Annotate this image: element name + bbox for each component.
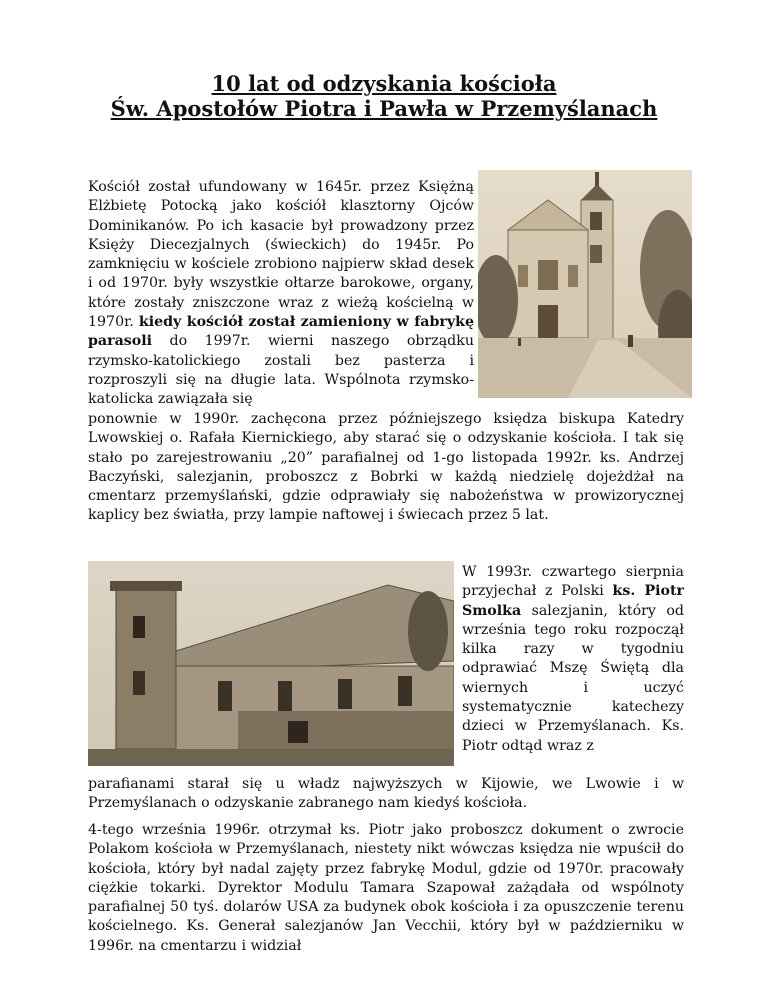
church-historic-photo [478, 170, 692, 398]
paragraph-3: 4-tego września 1996r. otrzymał ks. Piotr jako proboszcz dokument o zwrocie Polakom kościoła w Przemyślanach, niestety nikt wówczas księdza nie wpuścił do kościoła, który był nadal zajęty przez fabrykę Modul, gdzie od 1970r. pracowały ciężkie tokarki. Dyrektor Modulu Tamara Szapował zażądała od wspólnoty parafialnej 50 tyś. dolarów USA za budynek obok kościoła i za opuszczenie terenu kościelnego. Ks. Generał salezjanów Jan Vecchii, który był w październiku w 1996r. na cmentarzu i widział [88, 822, 684, 954]
church-side-photo [88, 561, 454, 766]
paragraph-2-beside-photo: W 1993r. czwartego sierpnia przyjechał z Polski ks. Piotr Smolka salezjanin, który od września tego roku rozpoczął kilka razy w tygodniu odprawiać Mszę Świętą dla wiernych i uczyć systematycznie katechezy dzieci w Przemyślanach. Ks. Piotr odtąd wraz z [462, 564, 685, 754]
paragraph-1-continued: ponownie w 1990r. zachęcona przez późniejszego księdza biskupa Katedry Lwowskiej o. Rafała Kiernickiego, aby starać się o odzyskanie kościoła. I tak się stało po zarejestrowaniu „20” parafialnej od 1-go listopada 1992r. ks. Andrzej Baczyński, salezjanin, proboszcz z Bobrki w każdą niedzielę dojeżdżał na cmentarz przemyślański, gdzie odprawiały się nabożeństwa w prowizorycznej kaplicy bez światła, przy lampie naftowej i świecach przez 5 lat. [88, 411, 684, 524]
paragraph-1-beside-photo: Kościół został ufundowany w 1645r. przez Księżną Elżbietę Potocką jako kościół klasztorny Ojców Dominikanów. Po ich kasacie był prowadzony przez Księży Diecezjalnych (świeckich) do 1945r. Po zamknięciu w kościele zrobiono najpierw skład desek i od 1970r. były wszystkie ołtarze barokowe, organy, które zostały zniszczone wraz z wieżą kościelną w 1970r. kiedy kościół został zamieniony w fabrykę parasoli do 1997r. wierni naszego obrządku rzymsko-katolickiego zostali bez pasterza i rozproszyli się na długie lata. Wspólnota rzymsko-katolicka zawiązała się [88, 179, 475, 408]
document-title-line2: Św. Apostołów Piotra i Pawła w Przemyślanach [110, 96, 658, 121]
paragraph-2-continued: parafianami starał się u władz najwyższych w Kijowie, we Lwowie i w Przemyślanach o odzyskanie zabranego nam kiedyś kościoła. [88, 776, 684, 812]
document-title-line1: 10 lat od odzyskania kościoła [211, 71, 557, 96]
